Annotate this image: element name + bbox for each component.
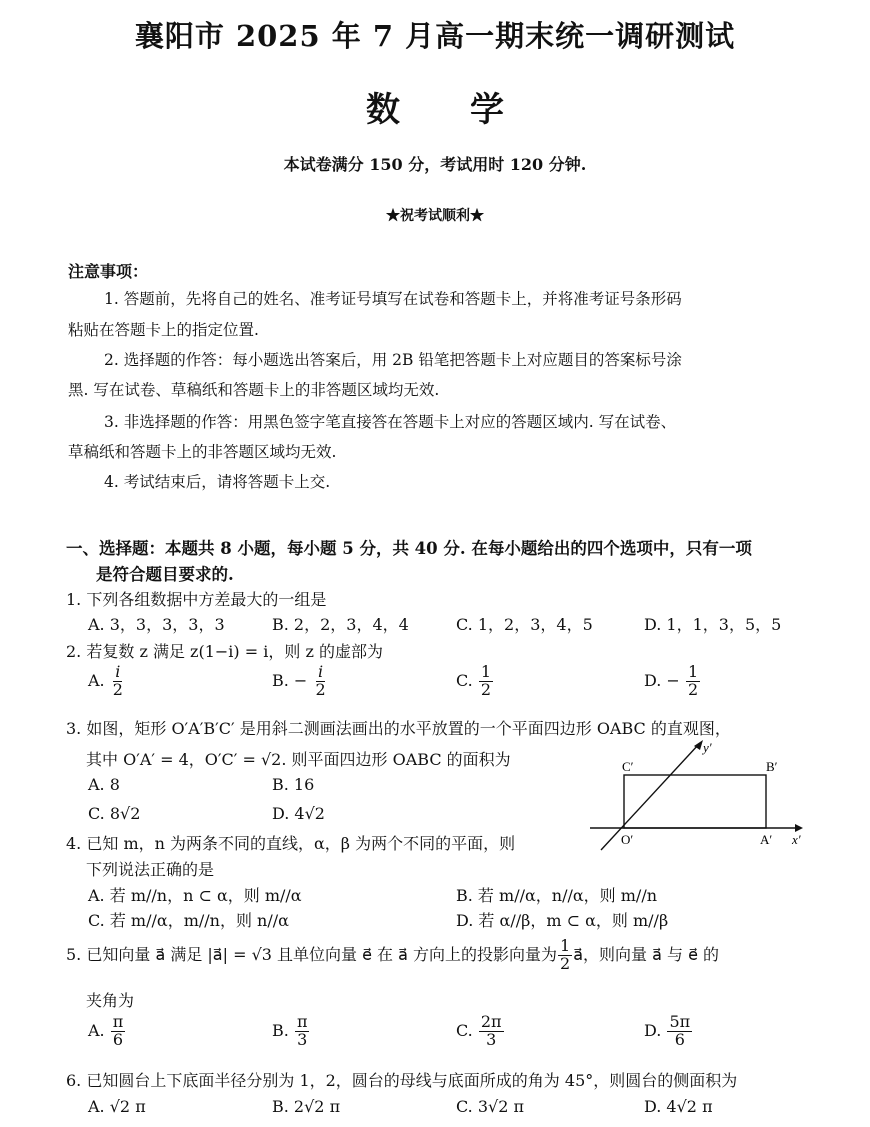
fraction-denominator: 6 <box>112 1029 124 1049</box>
question-3-figure <box>585 738 815 856</box>
question-4-option-c: C. 若 m//α，m//n，则 n//α <box>88 911 289 930</box>
fraction-numerator: i <box>115 662 121 681</box>
question-1-stem: 1. 下列各组数据中方差最大的一组是 <box>66 590 327 609</box>
fraction-denominator: 2 <box>560 953 571 973</box>
question-1-option-c: C. 1，2，3，4，5 <box>456 615 593 634</box>
option-label: C. <box>456 1020 473 1040</box>
fraction <box>558 938 572 973</box>
question-5-option-b <box>272 1014 310 1049</box>
question-4-stem-cont: 下列说法正确的是 <box>86 860 215 879</box>
question-1-option-b: B. 2，2，3，4，4 <box>272 615 409 634</box>
label-x: x′ <box>792 832 801 847</box>
option-label: B. − <box>272 670 308 690</box>
fraction-numerator: 1 <box>560 936 571 955</box>
question-6-stem: 6. 已知圆台上下底面半径分别为 1，2，圆台的母线与底面所成的角为 45°，则圆台的侧面积为 <box>66 1071 738 1090</box>
y-axis <box>601 744 699 850</box>
option-label: C. <box>456 670 473 690</box>
option-label: B. <box>272 1020 289 1040</box>
question-2-option-b <box>272 664 329 699</box>
good-luck-line: ★祝考试顺利★ <box>386 208 484 224</box>
question-3-stem: 3. 如图，矩形 O′A′B′C′ 是用斜二测画法画出的水平放置的一个平面四边形 OABC 的直观图， <box>66 719 731 738</box>
question-2-option-a <box>88 664 126 699</box>
option-label: D. <box>644 1020 662 1040</box>
question-6-option-a: A. √2 π <box>88 1097 146 1116</box>
stem-text: a⃗，则向量 a⃗ 与 e⃗ 的 <box>573 944 720 964</box>
subject-title: 数学 <box>366 90 574 130</box>
question-4-option-a: A. 若 m//n，n ⊂ α，则 m//α <box>88 886 302 905</box>
question-5-option-a <box>88 1014 126 1049</box>
question-4-option-d: D. 若 α//β，m ⊂ α，则 m//β <box>456 911 669 930</box>
exam-title: 襄阳市 2025 年 7 月高一期末统一调研测试 <box>134 19 736 53</box>
fraction-denominator: 2 <box>687 679 699 699</box>
question-4-option-b: B. 若 m//α，n//α，则 m//n <box>456 886 658 905</box>
question-1-option-a: A. 3，3，3，3，3 <box>88 615 225 634</box>
fraction-numerator: 2π <box>480 1012 502 1031</box>
question-5-stem-cont: 夹角为 <box>86 991 135 1010</box>
fraction-numerator: π <box>112 1012 124 1031</box>
fraction-denominator: 3 <box>297 1029 308 1049</box>
fraction-numerator: π <box>296 1012 308 1031</box>
question-2-option-d <box>644 664 701 699</box>
question-3-option-d: D. 4√2 <box>272 804 325 823</box>
fraction-denominator: 3 <box>486 1029 497 1049</box>
fraction-denominator: 6 <box>674 1029 685 1049</box>
fraction-denominator: 2 <box>480 679 492 699</box>
fraction-numerator: 1 <box>480 662 492 681</box>
question-3-option-b: B. 16 <box>272 775 315 794</box>
question-5-option-c <box>456 1014 505 1049</box>
label-b: B′ <box>766 759 778 774</box>
section-heading-cont: 是符合题目要求的. <box>96 565 234 584</box>
question-6-option-b: B. 2√2 π <box>272 1097 341 1116</box>
notes-line: 3. 非选择题的作答：用黑色签字笔直接答在答题卡上对应的答题区域内. 写在试卷、 <box>104 413 677 431</box>
question-3-option-a: A. 8 <box>88 775 120 794</box>
fraction-denominator: 2 <box>112 679 123 699</box>
question-3-option-c: C. 8√2 <box>88 804 141 823</box>
question-1-option-d: D. 1，1，3，5，5 <box>644 615 782 634</box>
label-c: C′ <box>622 759 634 774</box>
notes-line: 黑. 写在试卷、草稿纸和答题卡上的非答题区域均无效. <box>68 381 440 399</box>
option-label: A. <box>88 1020 105 1040</box>
notes-line: 草稿纸和答题卡上的非答题区域均无效. <box>68 443 337 461</box>
question-4-stem: 4. 已知 m，n 为两条不同的直线，α，β 为两个不同的平面，则 <box>66 834 516 853</box>
option-label: A. <box>88 670 105 690</box>
x-axis-arrow <box>795 824 803 832</box>
notes-line: 4. 考试结束后，请将答题卡上交. <box>104 473 331 491</box>
exam-info: 本试卷满分 150 分，考试用时 120 分钟. <box>283 155 587 174</box>
stem-text: 5. 已知向量 a⃗ 满足 |a⃗| = √3 且单位向量 e⃗ 在 a⃗ 方向上的投影向量为 <box>66 944 558 964</box>
notes-line: 1. 答题前，先将自己的姓名、准考证号填写在试卷和答题卡上，并将准考证号条形码 <box>104 290 682 308</box>
fraction-numerator: 1 <box>687 662 699 681</box>
option-label: D. − <box>644 670 680 690</box>
section-heading: 一、选择题：本题共 8 小题，每小题 5 分，共 40 分. 在每小题给出的四个选项中，只有一项 <box>66 539 752 558</box>
question-3-stem-cont: 其中 O′A′ = 4，O′C′ = √2. 则平面四边形 OABC 的面积为 <box>86 750 511 769</box>
question-6-option-d: D. 4√2 π <box>644 1097 713 1116</box>
label-o: O′ <box>621 832 634 847</box>
question-2-option-c <box>456 664 494 699</box>
label-y: y′ <box>703 740 712 755</box>
notes-line: 2. 选择题的作答：每小题选出答案后，用 2B 铅笔把答题卡上对应题目的答案标号涂 <box>104 351 682 369</box>
label-a: A′ <box>760 832 773 847</box>
notes-heading: 注意事项： <box>68 262 149 281</box>
fraction-denominator: 2 <box>315 679 326 699</box>
fraction-numerator: i <box>317 662 324 681</box>
question-2-stem: 2. 若复数 z 满足 z(1−i) = i，则 z 的虚部为 <box>66 642 383 661</box>
question-5-option-d <box>644 1014 693 1049</box>
question-5-stem <box>66 938 719 973</box>
question-6-option-c: C. 3√2 π <box>456 1097 524 1116</box>
fraction-numerator: 5π <box>669 1012 691 1031</box>
notes-line: 粘贴在答题卡上的指定位置. <box>68 321 259 339</box>
